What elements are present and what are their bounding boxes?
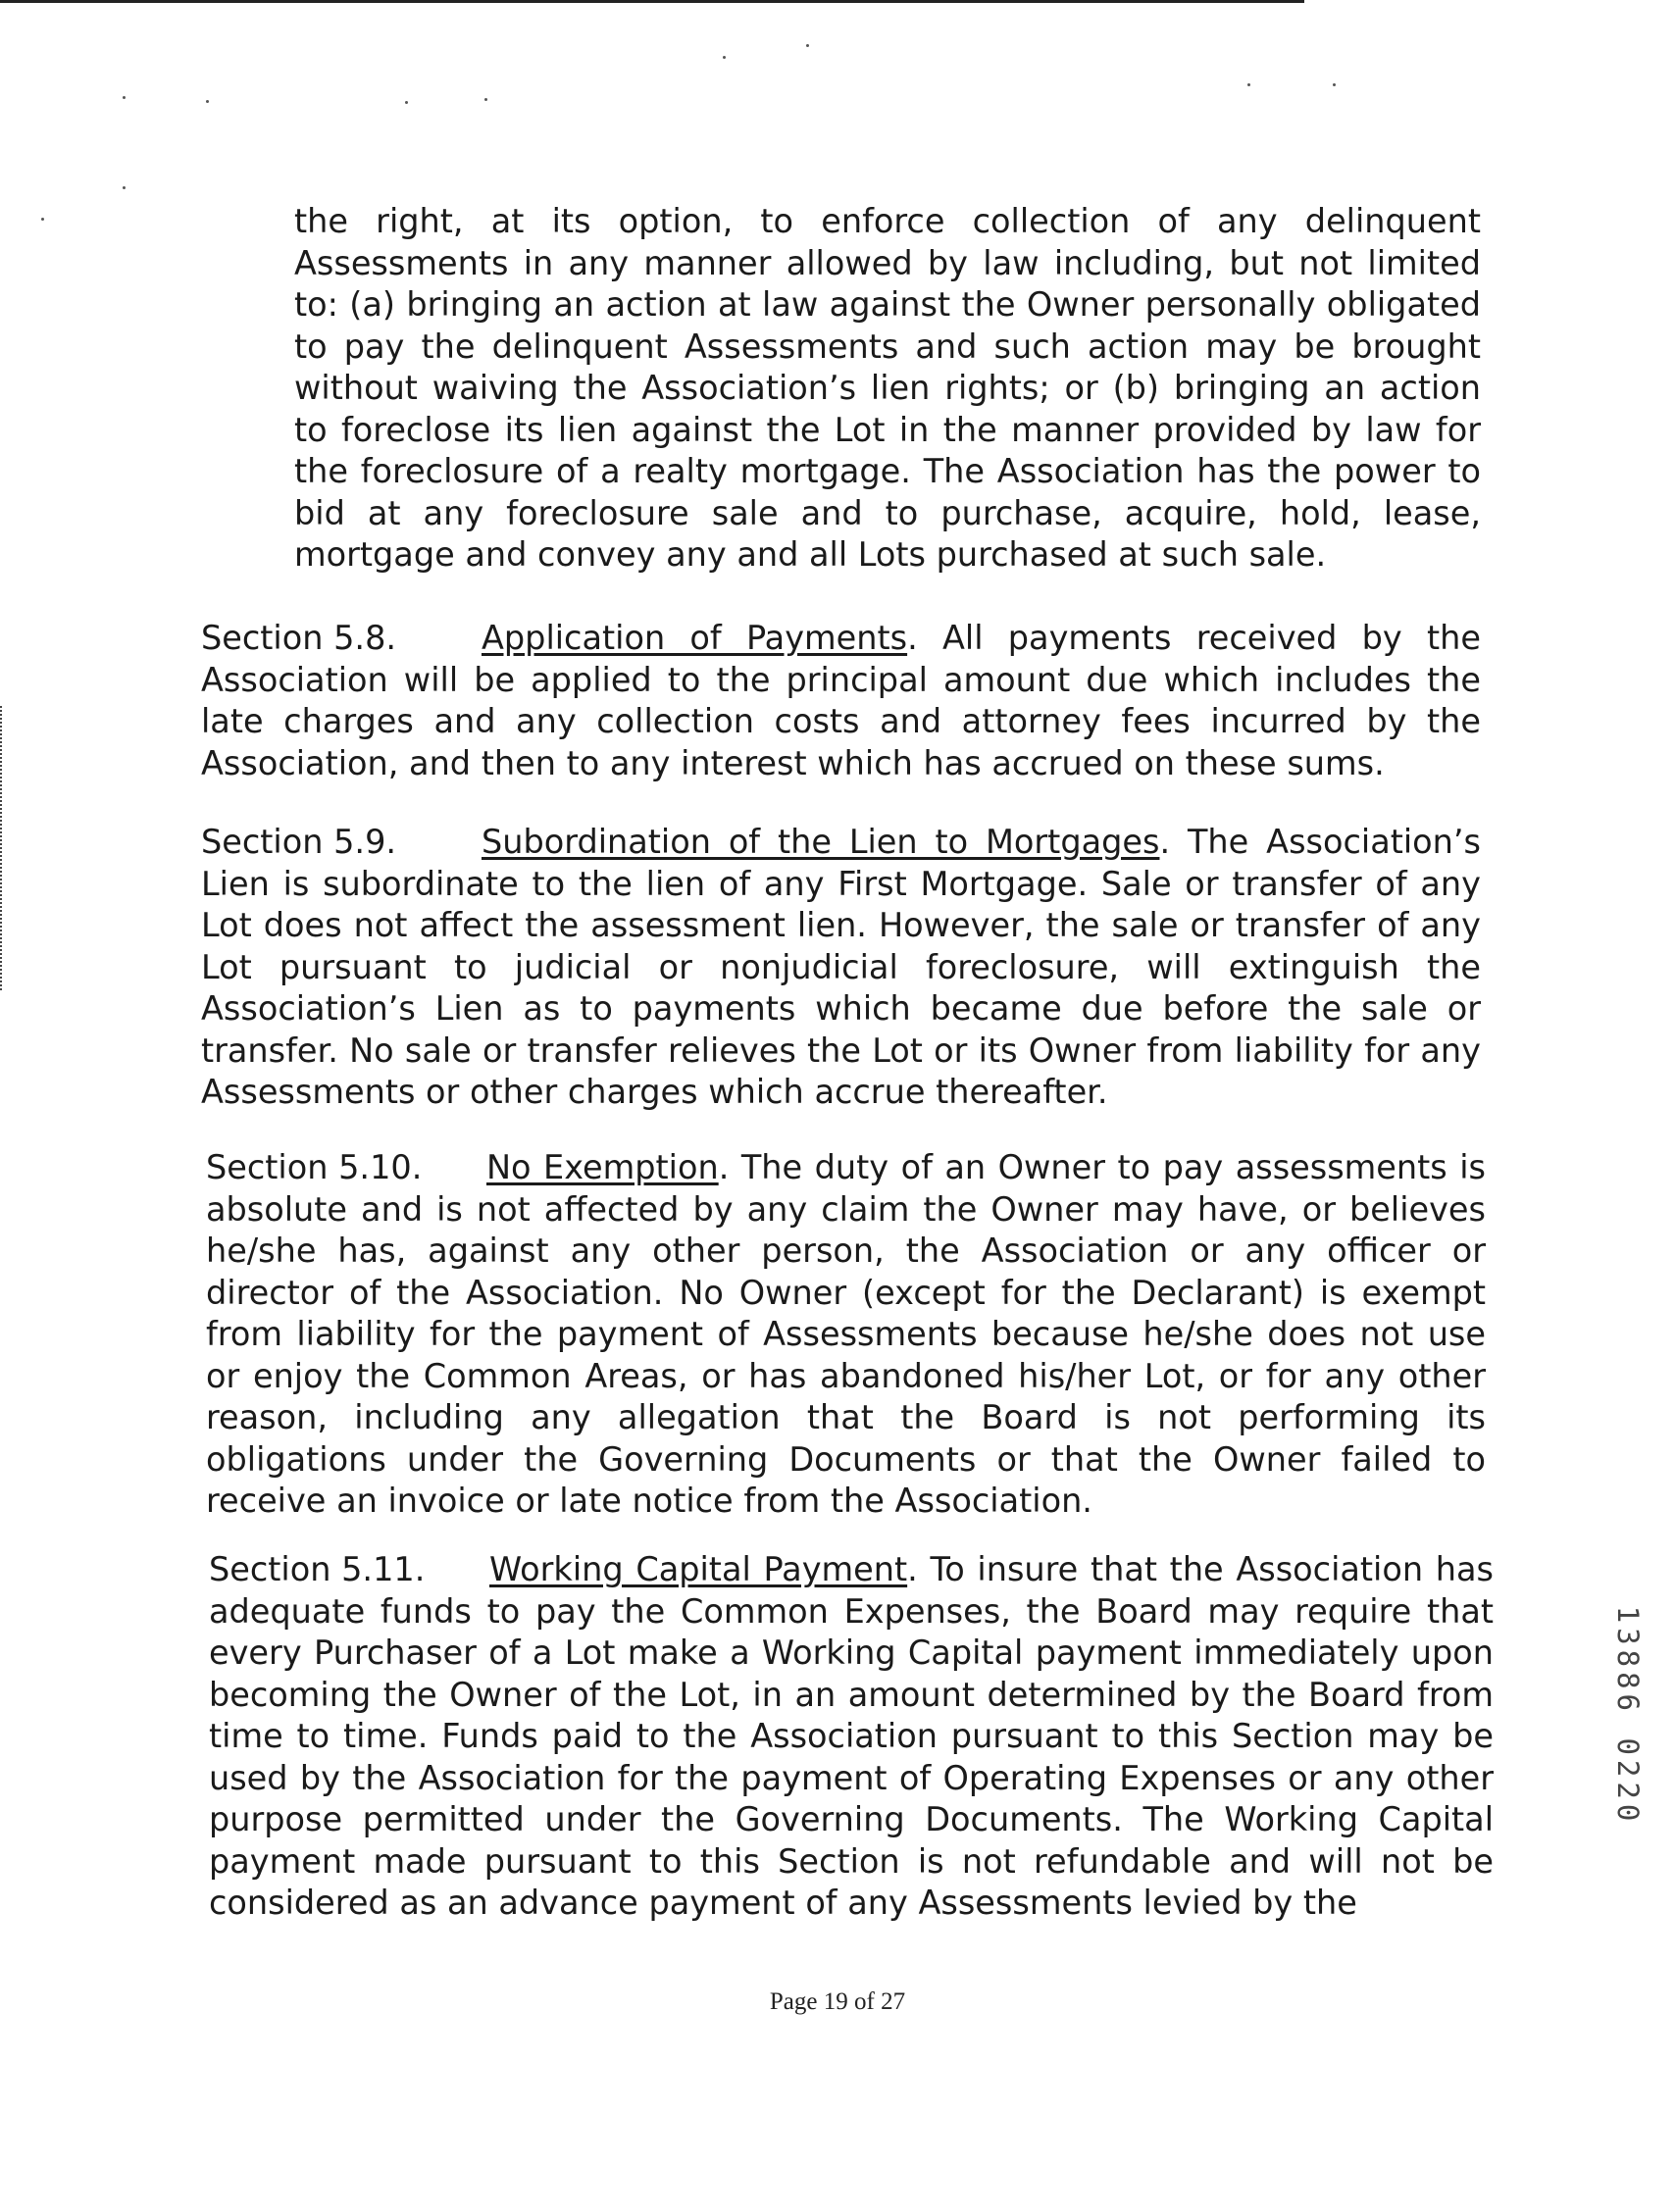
scan-speck <box>723 56 726 59</box>
scan-speck <box>806 44 809 47</box>
section-5-9-paragraph <box>201 822 1481 1114</box>
section-title: Application of Payments <box>482 619 908 657</box>
section-title: Working Capital Payment <box>489 1550 908 1588</box>
section-title: Subordination of the Lien to Mortgages <box>482 823 1160 861</box>
recording-stamp-number: 13886 0220 <box>1611 1605 1645 1827</box>
scan-speck <box>1247 83 1250 86</box>
scan-speck <box>41 218 44 221</box>
scan-speck <box>123 186 126 189</box>
section-5-8-paragraph <box>201 618 1481 784</box>
section-number: Section 5.11. <box>209 1550 426 1588</box>
section-number: Section 5.10. <box>206 1148 423 1186</box>
scan-speck <box>405 101 408 104</box>
section-body: . All payments received by the Association will be applied to the principal amount due which includes the late charges and any collection costs and attorney fees incurred by the Association, and then to any interest which has accrued on these sums. <box>201 619 1481 782</box>
section-number: Section 5.9. <box>201 823 397 861</box>
scan-top-edge <box>0 0 1304 3</box>
scan-speck <box>1333 83 1336 86</box>
section-5-11-paragraph <box>209 1549 1494 1925</box>
section-5-10-paragraph <box>206 1147 1486 1523</box>
intro-paragraph: the right, at its option, to enforce collection of any delinquent Assessments in any manner allowed by law including, but not limited to: (a) bringing an action at law against the Owner personally obligated to pay the delinquent Assessments and such action may be brought without waiving the Association’s lien rights; or (b) bringing an action to foreclose its lien against the Lot in the manner provided by law for the foreclosure of a realty mortgage. The Association has the power to bid at any foreclosure sale and to purchase, acquire, hold, lease, mortgage and convey any and all Lots purchased at such sale. <box>294 202 1481 574</box>
scan-speck <box>123 96 126 99</box>
section-body: . To insure that the Association has adequate funds to pay the Common Expenses, the Board may require that every Purchaser of a Lot make a Working Capital payment immediately upon becoming the Owner of the Lot, in an amount determined by the Board from time to time. Funds paid to the Association pursuant to this Section may be used by the Association for the payment of Operating Expenses or any other purpose permitted under the Governing Documents. The Working Capital payment made pursuant to this Section is not refundable and will not be considered as an advance payment of any Assessments levied by the <box>209 1550 1494 1922</box>
section-body: . The duty of an Owner to pay assessments is absolute and is not affected by any claim the Owner may have, or believes he/she has, against any other person, the Association or any officer or director of the Association. No Owner (except for the Declarant) is exempt from liability for the payment of Assessments because he/she does not use or enjoy the Common Areas, or has abandoned his/her Lot, or for any other reason, including any allegation that the Board is not performing its obligations under the Governing Documents or that the Owner failed to receive an invoice or late notice from the Association. <box>206 1148 1486 1520</box>
page-footer: Page 19 of 27 <box>769 1988 906 2015</box>
scan-speck <box>484 98 487 101</box>
scan-left-edge-marks <box>0 706 4 990</box>
section-body: . The Association’s Lien is subordinate to the lien of any First Mortgage. Sale or transfer of any Lot does not affect the assessment lien. However, the sale or transfer of any Lot pursuant to judicial or nonjudicial foreclosure, will extinguish the Association’s Lien as to payments which became due before the sale or transfer. No sale or transfer relieves the Lot or its Owner from liability for any Assessments or other charges which accrue thereafter. <box>201 823 1481 1111</box>
scan-speck <box>206 100 209 103</box>
section-number: Section 5.8. <box>201 619 397 657</box>
recording-stamp <box>1599 1569 1657 1863</box>
section-title: No Exemption <box>486 1148 719 1186</box>
